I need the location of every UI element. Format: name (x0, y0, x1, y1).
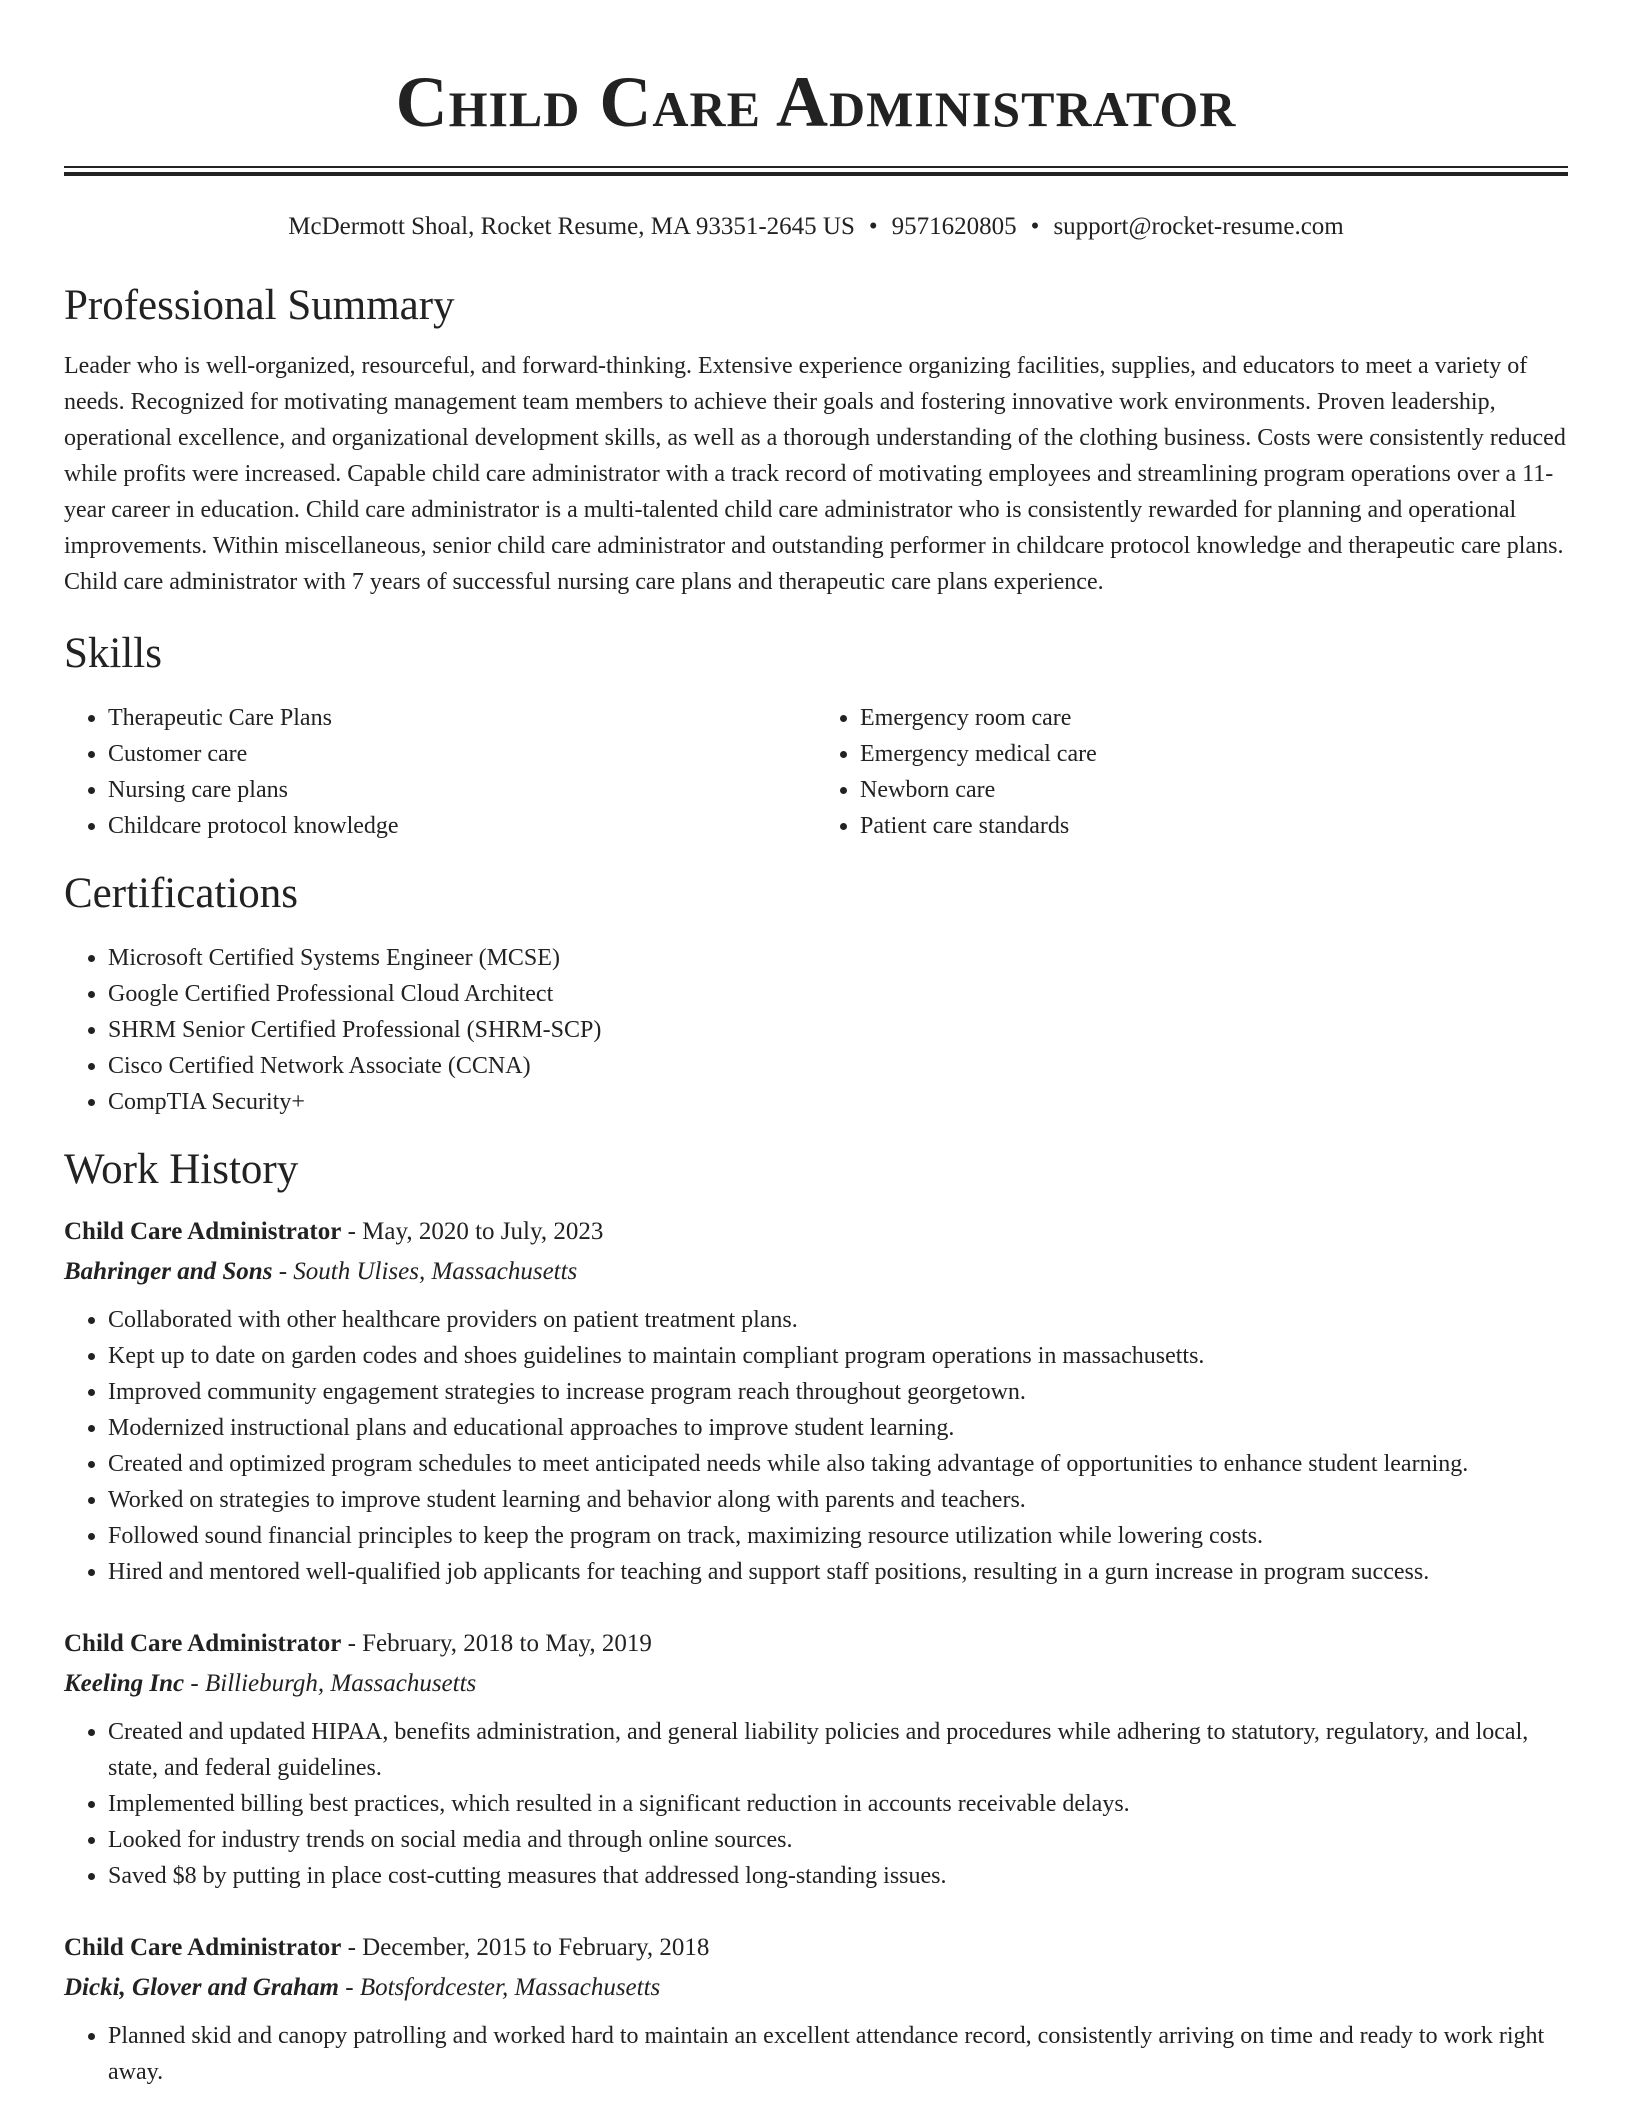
skill-item: • Newborn care (860, 772, 1568, 808)
job-bullet: • Implemented billing best practices, which resulted in a significant reduction in accounts receivable delays. (108, 1786, 1568, 1822)
job-bullet: • Saved $8 by putting in place cost-cutting measures that addressed long-standing issues. (108, 1858, 1568, 1894)
job-dates: - February, 2018 to May, 2019 (341, 1630, 652, 1657)
job-entry (64, 1212, 1568, 1590)
resume-title: Child Care Administrator (395, 62, 1237, 142)
work-history-heading: Work History (64, 1146, 299, 1193)
job-bullet: • Hired and mentored well-qualified job applicants for teaching and support staff positions, resulting in a gurn increase in program success. (108, 1554, 1568, 1590)
job-company-line (64, 1664, 1568, 1704)
job-bullets (64, 1302, 1568, 1590)
job-location: - Botsfordcester, Massachusetts (339, 1974, 661, 2001)
certifications-heading: Certifications (64, 870, 299, 917)
contact-separator: • (1030, 213, 1040, 240)
skill-item: • Customer care (108, 736, 816, 772)
skill-item: • Childcare protocol knowledge (108, 808, 816, 844)
job-location: - South Ulises, Massachusetts (272, 1258, 578, 1285)
job-dates: - May, 2020 to July, 2023 (341, 1218, 604, 1245)
job-dates: - December, 2015 to February, 2018 (341, 1934, 710, 1961)
certification-item: • SHRM Senior Certified Professional (SHRM-SCP) (108, 1012, 1568, 1048)
job-bullet: • Planned skid and canopy patrolling and worked hard to maintain an excellent attendance record, consistently arriving on time and ready to work right away. (108, 2018, 1568, 2090)
job-title: Child Care Administrator (64, 1218, 342, 1245)
job-company: Dicki, Glover and Graham (64, 1974, 339, 2001)
contact-phone[interactable]: 9571620805 (891, 213, 1017, 240)
job-bullets (64, 2018, 1568, 2090)
certification-item: • Microsoft Certified Systems Engineer (MCSE) (108, 940, 1568, 976)
job-title-line (64, 1212, 1568, 1252)
certification-item: • Google Certified Professional Cloud Architect (108, 976, 1568, 1012)
job-bullets (64, 1714, 1568, 1894)
skills-list-left (64, 700, 816, 844)
job-bullet: • Kept up to date on garden codes and shoes guidelines to maintain compliant program operations in massachusetts. (108, 1338, 1568, 1374)
job-title-line (64, 1624, 1568, 1664)
job-bullet: • Followed sound financial principles to keep the program on track, maximizing resource utilization while lowering costs. (108, 1518, 1568, 1554)
job-title: Child Care Administrator (64, 1934, 342, 1961)
job-company-line (64, 1252, 1568, 1292)
contact-line (64, 210, 1568, 244)
skill-item: • Emergency room care (860, 700, 1568, 736)
skills-grid (64, 700, 1568, 844)
skill-item: • Patient care standards (860, 808, 1568, 844)
job-bullet: • Collaborated with other healthcare providers on patient treatment plans. (108, 1302, 1568, 1338)
job-entry (64, 1624, 1568, 1894)
job-bullet: • Looked for industry trends on social media and through online sources. (108, 1822, 1568, 1858)
job-bullet: • Created and updated HIPAA, benefits administration, and general liability policies and procedures while adhering to statutory, regulatory, and local, state, and federal guidelines. (108, 1714, 1568, 1786)
job-entry (64, 1928, 1568, 2090)
job-title-line (64, 1928, 1568, 1968)
summary-text: Leader who is well-organized, resourceful, and forward-thinking. Extensive experience organizing facilities, supplies, and educators to meet a variety of needs. Recognized for motivating management team members to achieve their goals and fostering innovative work environments. Proven leadership, operational excellence, and organizational development skills, as well as a thorough understanding of the clothing business. Costs were consistently reduced while profits were increased. Capable child care administrator with a track record of motivating employees and streamlining program operations over a 11-year career in education. Child care administrator is a multi-talented child care administrator who is consistently rewarded for planning and operational improvements. Within miscellaneous, senior child care administrator and outstanding performer in childcare protocol knowledge and therapeutic care plans. Child care administrator with 7 years of successful nursing care plans and therapeutic care plans experience. (64, 353, 1566, 595)
skill-item: • Nursing care plans (108, 772, 816, 808)
skills-heading: Skills (64, 630, 162, 677)
skill-item: • Emergency medical care (860, 736, 1568, 772)
resume-page (64, 0, 1568, 2090)
job-bullet: • Worked on strategies to improve student learning and behavior along with parents and teachers. (108, 1482, 1568, 1518)
contact-separator: • (868, 213, 878, 240)
certification-item: • CompTIA Security+ (108, 1084, 1568, 1120)
job-bullet: • Improved community engagement strategies to increase program reach throughout georgetown. (108, 1374, 1568, 1410)
job-company: Keeling Inc (64, 1670, 185, 1697)
certification-item: • Cisco Certified Network Associate (CCNA) (108, 1048, 1568, 1084)
title-divider (64, 166, 1568, 176)
summary-heading: Professional Summary (64, 282, 455, 329)
job-bullet: • Modernized instructional plans and educational approaches to improve student learning. (108, 1410, 1568, 1446)
skill-item: • Therapeutic Care Plans (108, 700, 816, 736)
skills-list-right (816, 700, 1568, 844)
job-bullet: • Created and optimized program schedules to meet anticipated needs while also taking advantage of opportunities to enhance student learning. (108, 1446, 1568, 1482)
certifications-list (64, 940, 1568, 1120)
job-company: Bahringer and Sons (64, 1258, 273, 1285)
contact-email[interactable]: support@rocket-resume.com (1053, 213, 1344, 240)
job-location: - Billieburgh, Massachusetts (184, 1670, 477, 1697)
contact-address: McDermott Shoal, Rocket Resume, MA 93351-2645 US (288, 213, 855, 240)
job-title: Child Care Administrator (64, 1630, 342, 1657)
job-company-line (64, 1968, 1568, 2008)
